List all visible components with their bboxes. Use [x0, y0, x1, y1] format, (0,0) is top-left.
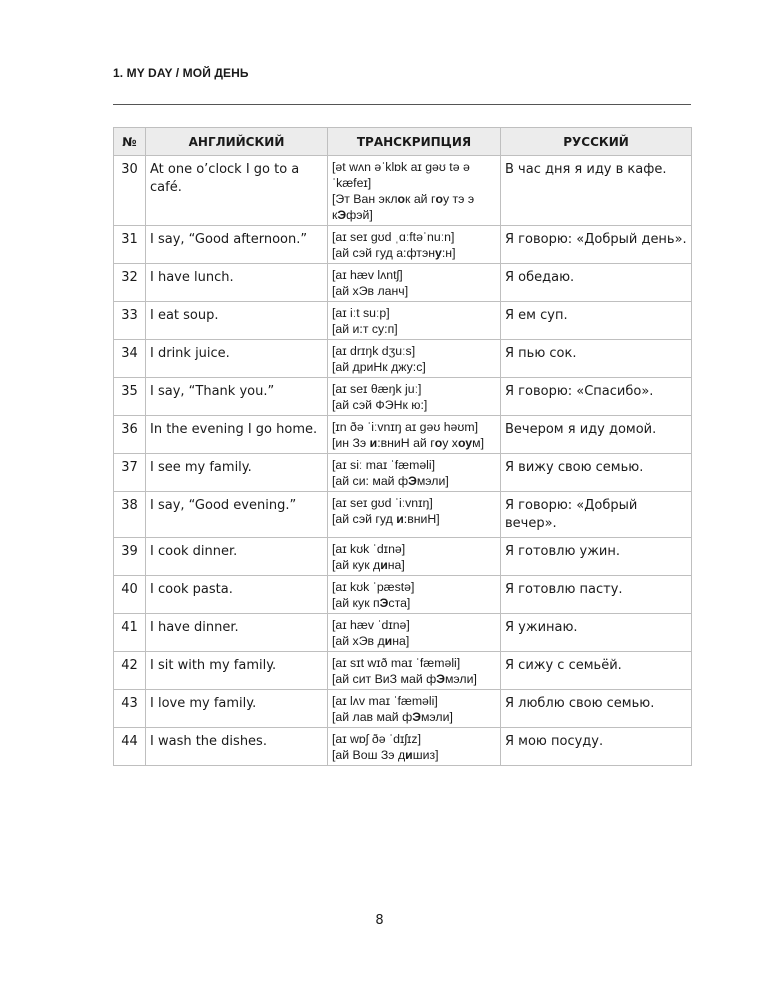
- ipa-transcription: [aɪ wɒʃ ðə ˈdɪʃɪz]: [332, 732, 421, 746]
- transcription-cell: [328, 492, 501, 538]
- cyrillic-reading: [ай сэй гуд и:вниН]: [332, 512, 440, 526]
- row-number: 33: [114, 302, 146, 340]
- english-phrase: I see my family.: [146, 454, 328, 492]
- transcription-cell: [328, 156, 501, 226]
- english-phrase: I love my family.: [146, 690, 328, 728]
- stressed-syllable: о: [397, 192, 406, 206]
- row-number: 31: [114, 226, 146, 264]
- row-number: 34: [114, 340, 146, 378]
- stressed-syllable: и: [380, 558, 388, 572]
- table-row: [114, 728, 692, 766]
- table-row: [114, 302, 692, 340]
- table-row: [114, 454, 692, 492]
- english-phrase: In the evening I go home.: [146, 416, 328, 454]
- russian-translation: Я сижу с семьёй.: [501, 652, 692, 690]
- stressed-syllable: Э: [379, 596, 389, 610]
- row-number: 38: [114, 492, 146, 538]
- table-row: [114, 156, 692, 226]
- russian-translation: Я готовлю пасту.: [501, 576, 692, 614]
- table-row: [114, 652, 692, 690]
- table-row: [114, 264, 692, 302]
- english-phrase: I sit with my family.: [146, 652, 328, 690]
- english-phrase: I wash the dishes.: [146, 728, 328, 766]
- cyrillic-reading: [Эт Ван эклок ай гоу тэ э кЭфэй]: [332, 192, 478, 222]
- cyrillic-reading: [ай хЭв дина]: [332, 634, 410, 648]
- ipa-transcription: [aɪ sɪt wɪð maɪ ˈfæməli]: [332, 656, 461, 670]
- column-header-russian: РУССКИЙ: [501, 128, 692, 156]
- row-number: 42: [114, 652, 146, 690]
- row-number: 41: [114, 614, 146, 652]
- stressed-syllable: о: [435, 192, 443, 206]
- vocabulary-table: [113, 127, 692, 766]
- stressed-syllable: и: [405, 748, 413, 762]
- row-number: 32: [114, 264, 146, 302]
- ipa-transcription: [ət wʌn əˈklɒk aɪ gəʊ tə ə ˈkæfeɪ]: [332, 160, 474, 190]
- russian-translation: Я мою посуду.: [501, 728, 692, 766]
- stressed-syllable: у: [435, 246, 442, 260]
- cyrillic-reading: [ай лав май фЭмэли]: [332, 710, 453, 724]
- transcription-cell: [328, 378, 501, 416]
- row-number: 43: [114, 690, 146, 728]
- ipa-transcription: [aɪ kʊk ˈdɪnə]: [332, 542, 406, 556]
- cyrillic-reading: [ай Вош Зэ дишиз]: [332, 748, 439, 762]
- table-row: [114, 576, 692, 614]
- stressed-syllable: о: [434, 436, 443, 450]
- russian-translation: Я говорю: «Спасибо».: [501, 378, 692, 416]
- stressed-syllable: Э: [412, 710, 421, 724]
- cyrillic-reading: [ай сэй гуд а:фтэну:н]: [332, 246, 456, 260]
- russian-translation: Я вижу свою семью.: [501, 454, 692, 492]
- english-phrase: I say, “Good afternoon.”: [146, 226, 328, 264]
- english-phrase: I cook pasta.: [146, 576, 328, 614]
- russian-translation: Я говорю: «Добрый вечер».: [501, 492, 692, 538]
- row-number: 36: [114, 416, 146, 454]
- cyrillic-reading: [ай си: май фЭмэли]: [332, 474, 449, 488]
- cyrillic-reading: [ай кук пЭста]: [332, 596, 411, 610]
- ipa-transcription: [aɪ hæv ˈdɪnə]: [332, 618, 410, 632]
- stressed-syllable: Э: [337, 208, 347, 222]
- table-row: [114, 378, 692, 416]
- cyrillic-reading: [ай сит ВиЗ май фЭмэли]: [332, 672, 477, 686]
- transcription-cell: [328, 652, 501, 690]
- stressed-syllable: и: [369, 436, 378, 450]
- transcription-cell: [328, 264, 501, 302]
- transcription-cell: [328, 728, 501, 766]
- row-number: 30: [114, 156, 146, 226]
- table-row: [114, 614, 692, 652]
- english-phrase: I cook dinner.: [146, 538, 328, 576]
- table-row: [114, 340, 692, 378]
- ipa-transcription: [ɪn ðə ˈiːvnɪŋ aɪ gəʊ həʊm]: [332, 420, 479, 434]
- ipa-transcription: [aɪ iːt suːp]: [332, 306, 390, 320]
- transcription-cell: [328, 576, 501, 614]
- stressed-syllable: и: [384, 634, 393, 648]
- column-header-number: №: [114, 128, 146, 156]
- row-number: 44: [114, 728, 146, 766]
- table-row: [114, 416, 692, 454]
- column-header-english: АНГЛИЙСКИЙ: [146, 128, 328, 156]
- transcription-cell: [328, 340, 501, 378]
- russian-translation: Я готовлю ужин.: [501, 538, 692, 576]
- english-phrase: I eat soup.: [146, 302, 328, 340]
- english-phrase: I drink juice.: [146, 340, 328, 378]
- ipa-transcription: [aɪ siː maɪ ˈfæməli]: [332, 458, 436, 472]
- stressed-syllable: Э: [408, 474, 417, 488]
- transcription-cell: [328, 690, 501, 728]
- row-number: 40: [114, 576, 146, 614]
- russian-translation: Я люблю свою семью.: [501, 690, 692, 728]
- ipa-transcription: [aɪ lʌv maɪ ˈfæməli]: [332, 694, 438, 708]
- table-header-row: [114, 128, 692, 156]
- transcription-cell: [328, 416, 501, 454]
- russian-translation: Я ужинаю.: [501, 614, 692, 652]
- table-row: [114, 226, 692, 264]
- russian-translation: Я пью сок.: [501, 340, 692, 378]
- ipa-transcription: [aɪ kʊk ˈpæstə]: [332, 580, 415, 594]
- russian-translation: В час дня я иду в кафе.: [501, 156, 692, 226]
- column-header-transcription: ТРАНСКРИПЦИЯ: [328, 128, 501, 156]
- ipa-transcription: [aɪ seɪ θæŋk juː]: [332, 382, 422, 396]
- russian-translation: Я обедаю.: [501, 264, 692, 302]
- cyrillic-reading: [ай хЭв ланч]: [332, 284, 409, 298]
- cyrillic-reading: [ай и:т су:п]: [332, 322, 398, 336]
- transcription-cell: [328, 614, 501, 652]
- cyrillic-reading: [ай сэй ФЭНк ю:]: [332, 398, 428, 412]
- russian-translation: Я ем суп.: [501, 302, 692, 340]
- ipa-transcription: [aɪ seɪ gʊd ˈiːvnɪŋ]: [332, 496, 433, 510]
- ipa-transcription: [aɪ drɪŋk dʒuːs]: [332, 344, 416, 358]
- english-phrase: At one o’clock I go to a café.: [146, 156, 328, 226]
- cyrillic-reading: [ин Зэ и:вниН ай гоу хоум]: [332, 436, 485, 450]
- transcription-cell: [328, 302, 501, 340]
- ipa-transcription: [aɪ hæv lʌntʃ]: [332, 268, 403, 282]
- table-row: [114, 492, 692, 538]
- table-row: [114, 538, 692, 576]
- stressed-syllable: и: [396, 512, 404, 526]
- transcription-cell: [328, 226, 501, 264]
- title-divider: [113, 104, 691, 105]
- english-phrase: I have lunch.: [146, 264, 328, 302]
- transcription-cell: [328, 454, 501, 492]
- table-row: [114, 690, 692, 728]
- cyrillic-reading: [ай кук дина]: [332, 558, 405, 572]
- row-number: 37: [114, 454, 146, 492]
- page-title: 1. MY DAY / МОЙ ДЕНЬ: [113, 66, 249, 80]
- cyrillic-reading: [ай дриНк джу:с]: [332, 360, 426, 374]
- stressed-syllable: Э: [436, 672, 445, 686]
- english-phrase: I say, “Good evening.”: [146, 492, 328, 538]
- row-number: 35: [114, 378, 146, 416]
- transcription-cell: [328, 538, 501, 576]
- russian-translation: Я говорю: «Добрый день».: [501, 226, 692, 264]
- ipa-transcription: [aɪ seɪ gʊd ˌɑːftəˈnuːn]: [332, 230, 455, 244]
- row-number: 39: [114, 538, 146, 576]
- english-phrase: I have dinner.: [146, 614, 328, 652]
- stressed-syllable: оу: [457, 436, 473, 450]
- english-phrase: I say, “Thank you.”: [146, 378, 328, 416]
- page-number: 8: [375, 913, 384, 928]
- russian-translation: Вечером я иду домой.: [501, 416, 692, 454]
- table-body: [114, 156, 692, 766]
